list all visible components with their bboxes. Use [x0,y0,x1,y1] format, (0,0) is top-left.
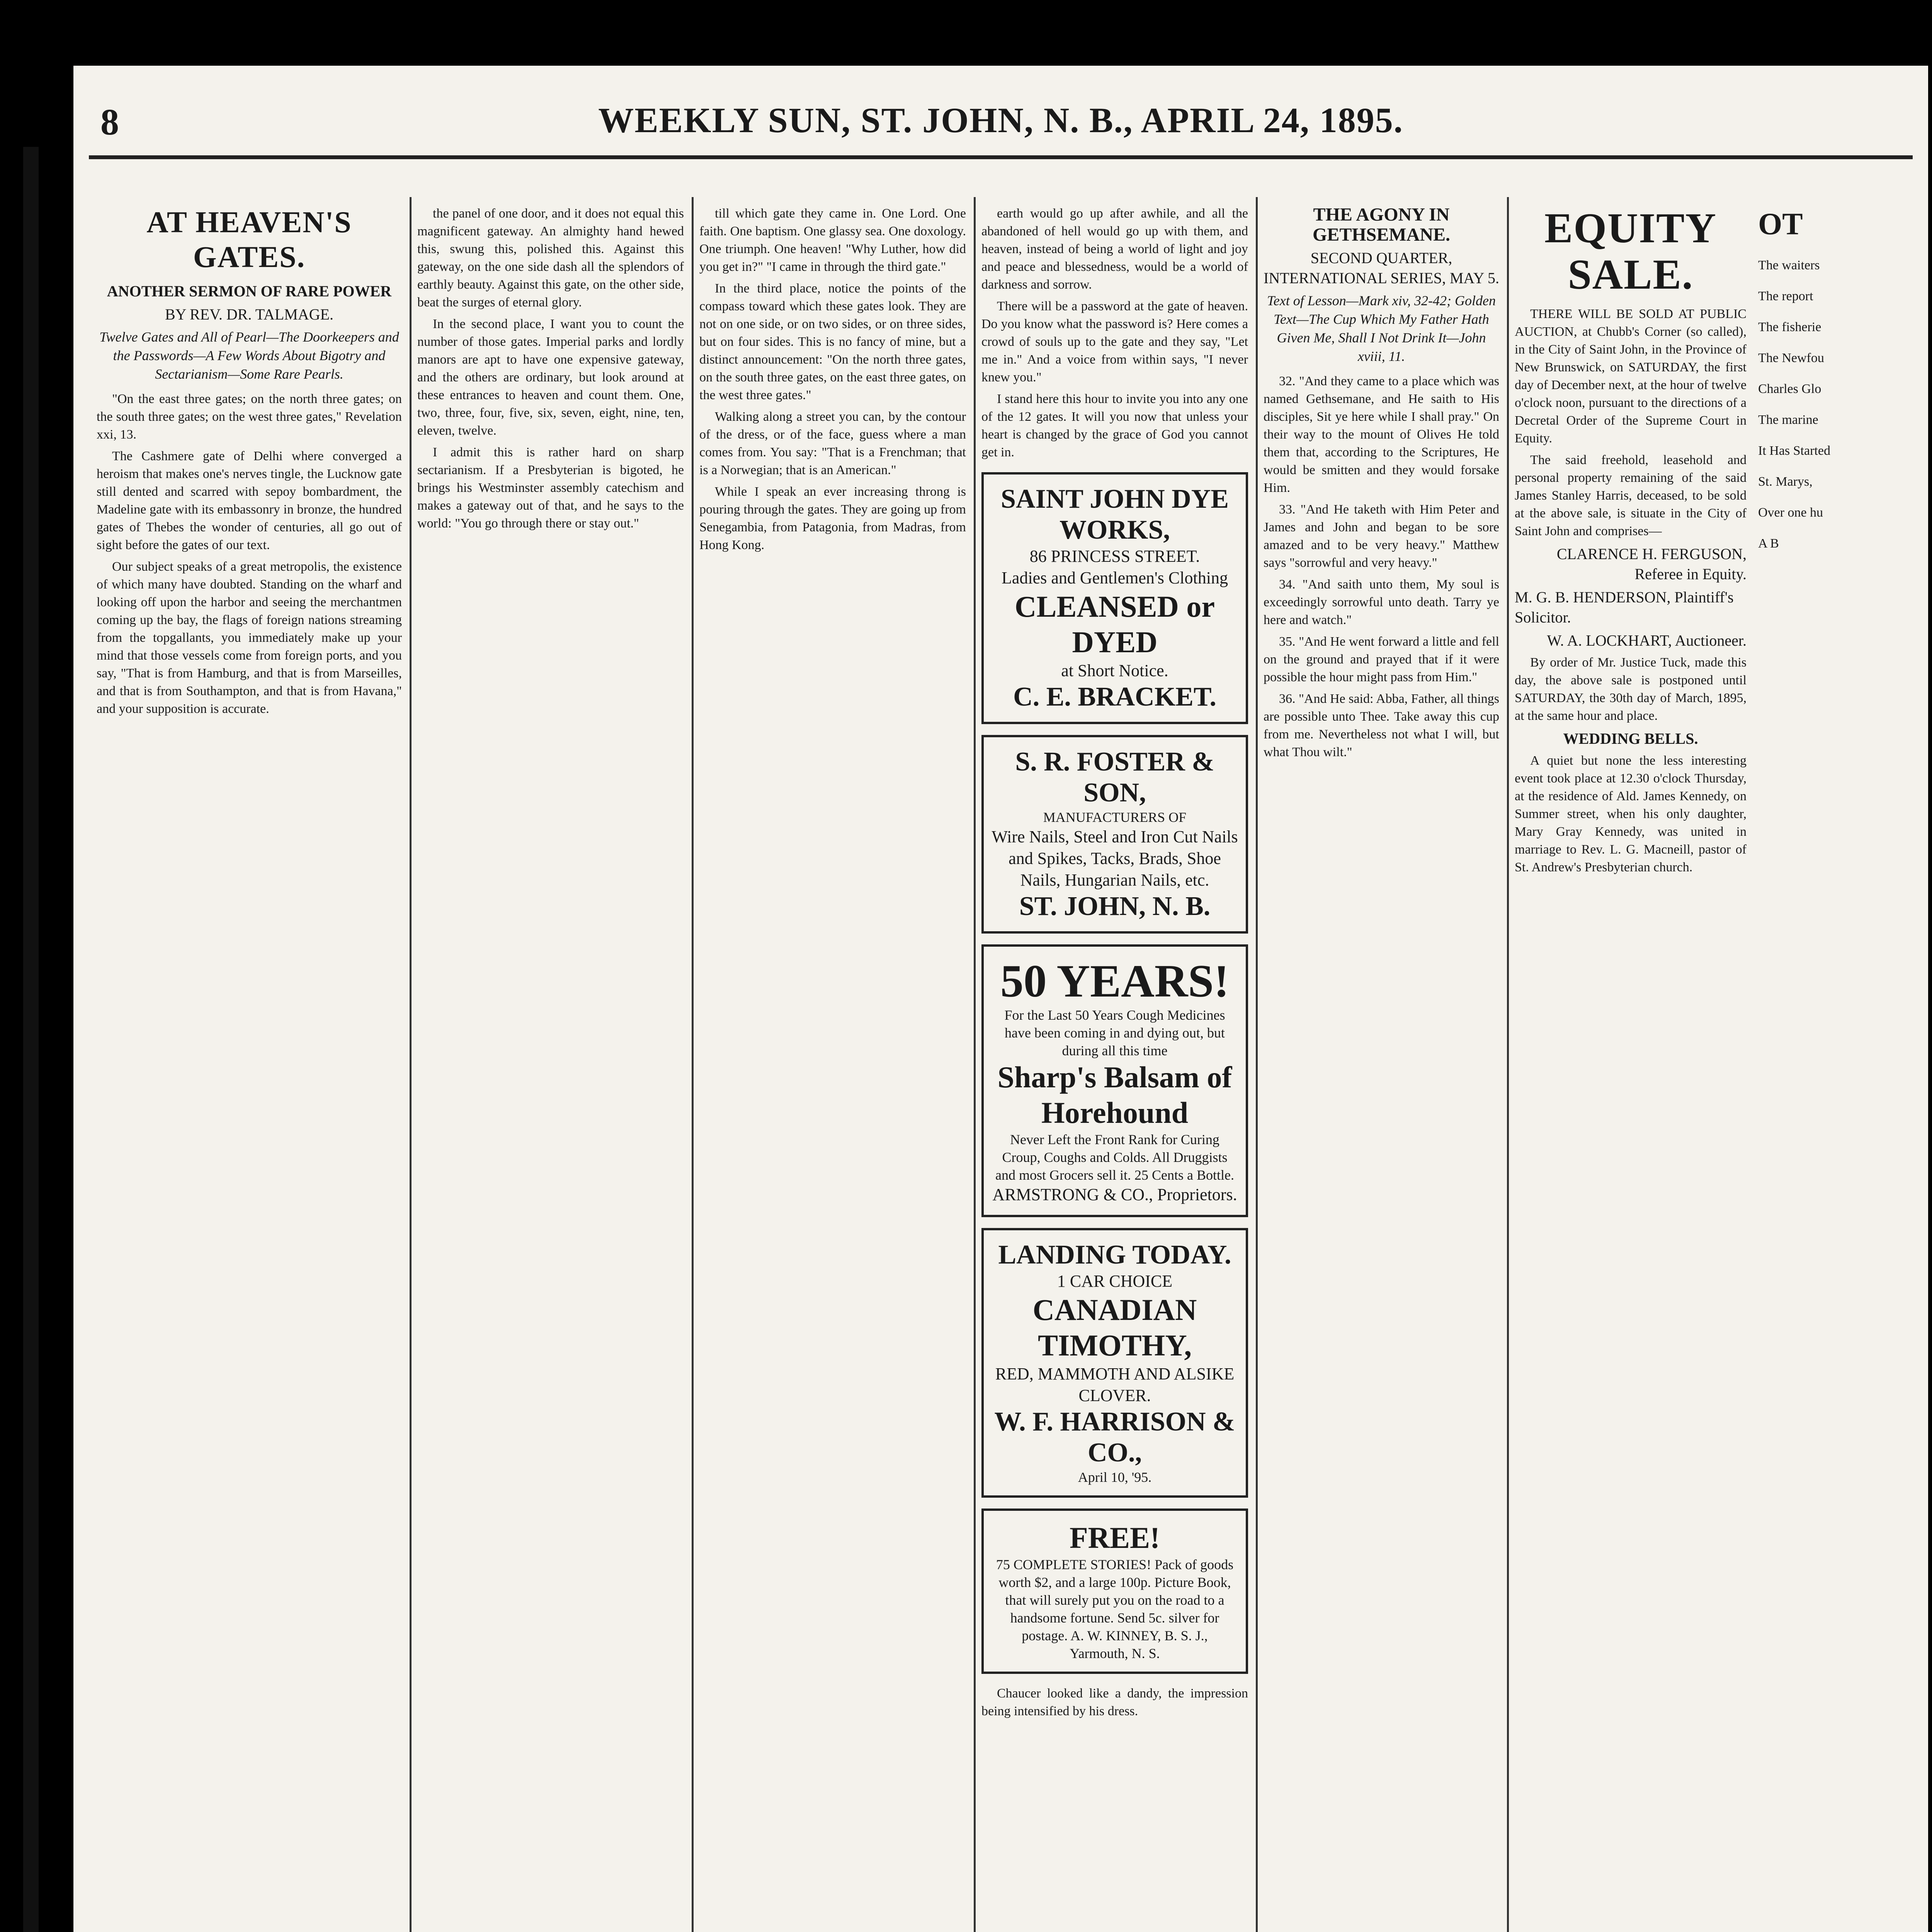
article-paragraph: 34. "And saith unto them, My soul is exceedingly sorrowful unto death. Tarry ye here and watch." [1264,577,1499,627]
article-paragraph: While I speak an ever increasing throng is pouring through the gates. They are going up from Senegambia, from Patagonia, from Madras, from Hong Kong. [699,485,966,552]
notice-paragraph: THERE WILL BE SOLD AT PUBLIC AUCTION, at Chubb's Corner (so called), in the City of Saint John, in the Province of New Brunswick, on SATURDAY, the first day of December next, at the hour of twelve o'clock noon, pursuant to the directions of a Decretal Order of the Supreme Court in Equity. [1515,307,1747,446]
notice-paragraph: The said freehold, leasehold and personal property remaining of the said James Stanley Harris, deceased, to be sold at the above sale, is situate in the City of Saint John and comprises— [1515,453,1747,538]
ad-line: Ladies and Gentlemen's Clothing [1002,568,1228,587]
ad-body: Wire Nails, Steel and Iron Cut Nails and Spikes, Tacks, Brads, Shoe Nails, Hungarian Nails, etc. [992,827,1238,889]
notice-signature: M. G. B. HENDERSON, Plaintiff's Solicitor. [1515,588,1734,626]
article-paragraph: In the second place, I want you to count the number of those gates. Imperial parks and lordly manors are apt to have one expensive gateway, and the others are ordinary, but look around at these entrances to heaven and count them. One, two, three, four, five, six, seven, eight, nine, ten, eleven, twelve. [417,317,684,438]
edge-fragment: Charles Glo [1758,382,1821,396]
ad-owner: C. E. BRACKET. [1013,682,1216,712]
ad-body: 75 COMPLETE STORIES! Pack of goods worth $2, and a large 100p. Picture Book, that will surely put you on the road to a handsome fortune. Send 5c. silver for postage. A. W. KINNEY, B. S. J., Yarmouth, N. S. [996,1557,1234,1661]
edge-fragment: A B [1758,536,1779,551]
column-rule [974,197,976,1932]
article-paragraph: till which gate they came in. One Lord. One faith. One baptism. One glassy sea. One doxology. One triumph. One heaven! "Why Luther, how did you get in?" "I came in through the third gate." [699,206,966,274]
article-subheading: SECOND QUARTER, INTERNATIONAL SERIES, MAY 5. [1264,249,1499,287]
column-rule [1256,197,1258,1932]
ad-line: RED, MAMMOTH AND ALSIKE CLOVER. [995,1364,1235,1405]
ad-line: CLEANSED or DYED [1015,590,1215,659]
article-paragraph: I admit this is rather hard on sharp sectarianism. If a Presbyterian is bigoted, he brings his Westminster assembly catechism and makes a gateway out of that, and he says to the world: "You go through there or stay out." [417,445,684,531]
ad-headline: LANDING TODAY. [998,1240,1231,1270]
article-paragraph: There will be a password at the gate of heaven. Do you know what the password is? Here comes a crowd of souls up to the gate and they say, "Let me in." And a voice from within says, "I never knew you." [981,299,1248,384]
column-sermon-and-ads [981,205,1248,1932]
article-paragraph: 33. "And He taketh with Him Peter and James and John and began to be sore amazed and to be very heavy." Matthew says "sorrowful and very heavy." [1264,502,1499,570]
article-paragraph: Our subject speaks of a great metropolis, the existence of which many have doubted. Standing on the wharf and looking off upon the harbor and seeing the merchantmen coming up the bay, the flags of foreign nations streaming from the topgallants, you immediately make up your mind that those vessels come from foreign ports, and you say, "That is from Hamburg, and that is from Marseilles, and that is from Southampton, and that is from Havana," and your supposition is accurate. [97,560,402,716]
newspaper-page [73,66,1928,1932]
article-deck: Text of Lesson—Mark xiv, 32-42; Golden Text—The Cup Which My Father Hath Given Me, Shall I Not Drink It—John xviii, 11. [1267,293,1496,364]
ad-title: SAINT JOHN DYE WORKS, [1001,484,1229,545]
edge-fragment: The Newfou [1758,351,1824,365]
ad-dye-works [981,472,1248,724]
article-paragraph: Walking along a street you can, by the contour of the dress, or of the face, guess where a man comes from. You say: "That is a Frenchman; that is a Norwegian; that is an American." [699,410,966,477]
edge-fragment: The marine [1758,413,1818,427]
column-rule [410,197,412,1932]
article-heading: THE AGONY IN GETHSEMANE. [1312,205,1451,245]
article-paragraph: 35. "And He went forward a little and fell on the ground and prayed that if it were possible the hour might pass from Him." [1264,634,1499,684]
edge-fragment: It Has Started [1758,444,1830,458]
notice-signature: W. A. LOCKHART, Auctioneer. [1547,632,1747,649]
edge-fragment: St. Marys, [1758,474,1813,489]
article-heading: WEDDING BELLS. [1563,730,1698,747]
ad-product: CANADIAN TIMOTHY, [1032,1293,1197,1362]
ad-place: ST. JOHN, N. B. [1019,891,1211,921]
article-paragraph: the panel of one door, and it does not equal this magnificent gateway. An almighty hand hewed this, swung this, polished this. Against this gateway, on the one side dash all the splendors of earthly beauty. Against this gate, on the other side, beat the surges of eternal glory. [417,206,684,310]
notice-paragraph: By order of Mr. Justice Tuck, made this day, the above sale is postponed until SATURDAY, the 30th day of March, 1895, at the same hour and place. [1515,655,1747,723]
article-paragraph: earth would go up after awhile, and all the abandoned of hell would go up with them, and heaven, instead of being a world of light and joy and peace and blessedness, would be a world of darkness and sorrow. [981,206,1248,292]
article-paragraph: "On the east three gates; on the north three gates; on the south three gates; on the west three gates," Revelation xxi, 13. [97,392,402,442]
article-paragraph: I stand here this hour to invite you into any one of the 12 gates. It will you now that unless your heart is changed by the grace of God you cannot get in. [981,392,1248,459]
ad-free-stories [981,1509,1248,1674]
edge-fragment: The fisherie [1758,320,1821,334]
article-paragraph: 32. "And they came to a place which was named Gethsemane, and He saith to His disciples, Sit ye here while I shall pray." On their way to the mount of Olives He told them that, according to the Scriptures, He would be smitten and they would forsake Him. [1264,374,1499,495]
crop-mark-left [23,147,39,1932]
cropped-edge-column [1758,205,1924,1932]
edge-fragment: The waiters [1758,258,1820,272]
ad-detail: Never Left the Front Rank for Curing Croup, Coughs and Colds. All Druggists and most Grocers sell it. 25 Cents a Bottle. [995,1132,1234,1183]
ad-line: at Short Notice. [1061,661,1168,680]
ad-subtitle: MANUFACTURERS OF [1043,810,1187,825]
article-byline: BY REV. DR. TALMAGE. [165,306,334,323]
ad-title: S. R. FOSTER & SON, [1015,747,1214,808]
ad-horehound [981,944,1248,1217]
ad-dealer: W. F. HARRISON & CO., [994,1407,1235,1468]
ad-address: 86 PRINCESS STREET. [1029,547,1200,566]
edge-fragment: OT [1758,207,1803,241]
column-rule [1507,197,1509,1932]
article-paragraph: 36. "And He said: Abba, Father, all things are possible unto Thee. Take away this cup from me. Nevertheless not what I will, but what Thou wilt." [1264,692,1499,759]
ad-line: 1 CAR CHOICE [1057,1272,1173,1291]
edge-fragment: The report [1758,289,1813,303]
column-sermon [97,205,402,1932]
ad-body: For the Last 50 Years Cough Medicines have been coming in and dying out, but during all this time [1004,1007,1225,1058]
column-sunday-lesson [1264,205,1499,1932]
newspaper-title: WEEKLY SUN, ST. JOHN, N. B., APRIL 24, 1895. [598,100,1403,140]
ad-maker: ARMSTRONG & CO., Proprietors. [992,1185,1237,1204]
article-deck: Twelve Gates and All of Pearl—The Doorkeepers and the Passwords—A Few Words About Bigotry and Sectarianism—Some Rare Pearls. [99,329,399,382]
masthead-rule [89,155,1913,159]
ad-foster-nails [981,735,1248,934]
edge-fragment: Over one hu [1758,505,1823,520]
notice-heading: EQUITY SALE. [1544,205,1717,298]
ad-product: Sharp's Balsam of Horehound [997,1060,1232,1129]
article-subheading: ANOTHER SERMON OF RARE POWER [107,282,392,300]
column-legal-notices [1515,205,1747,1932]
masthead [73,97,1928,147]
notice-signature: CLARENCE H. FERGUSON, Referee in Equity. [1556,545,1747,583]
ad-headline: 50 YEARS! [1000,955,1230,1007]
page-number: 8 [100,101,119,143]
column-sermon-continued-2 [699,205,966,1932]
article-heading: AT HEAVEN'S GATES. [146,205,352,274]
article-paragraph: The Cashmere gate of Delhi where converged a heroism that makes one's nerves tingle, the Lucknow gate still dented and scarred with sepoy bombardment, the Madeline gate with its embassonry in bronze, the hundred gates of Thebes the wonder of centuries, all go out of sight before the gates of our text. [97,449,402,552]
article-paragraph: Chaucer looked like a dandy, the impression being intensified by his dress. [981,1686,1248,1718]
ad-date: April 10, '95. [1078,1469,1152,1485]
article-paragraph: A quiet but none the less interesting event took place at 12.30 o'clock Thursday, at the residence of Ald. James Kennedy, on Summer street, when his only daughter, Mary Gray Kennedy, was united in marriage to Rev. L. G. Macneill, pastor of St. Andrew's Presbyterian church. [1515,753,1747,874]
ad-headline: FREE! [1070,1521,1160,1554]
column-sermon-continued [417,205,684,1932]
column-rule [692,197,694,1932]
article-paragraph: In the third place, notice the points of the compass toward which these gates look. They are not on one side, or on two sides, or on three sides, but on four sides. This is no fancy of mine, but a distinct announcement: "On the north three gates, on the south three gates, on the east three gates, on the west three gates." [699,281,966,402]
ad-timothy [981,1228,1248,1498]
